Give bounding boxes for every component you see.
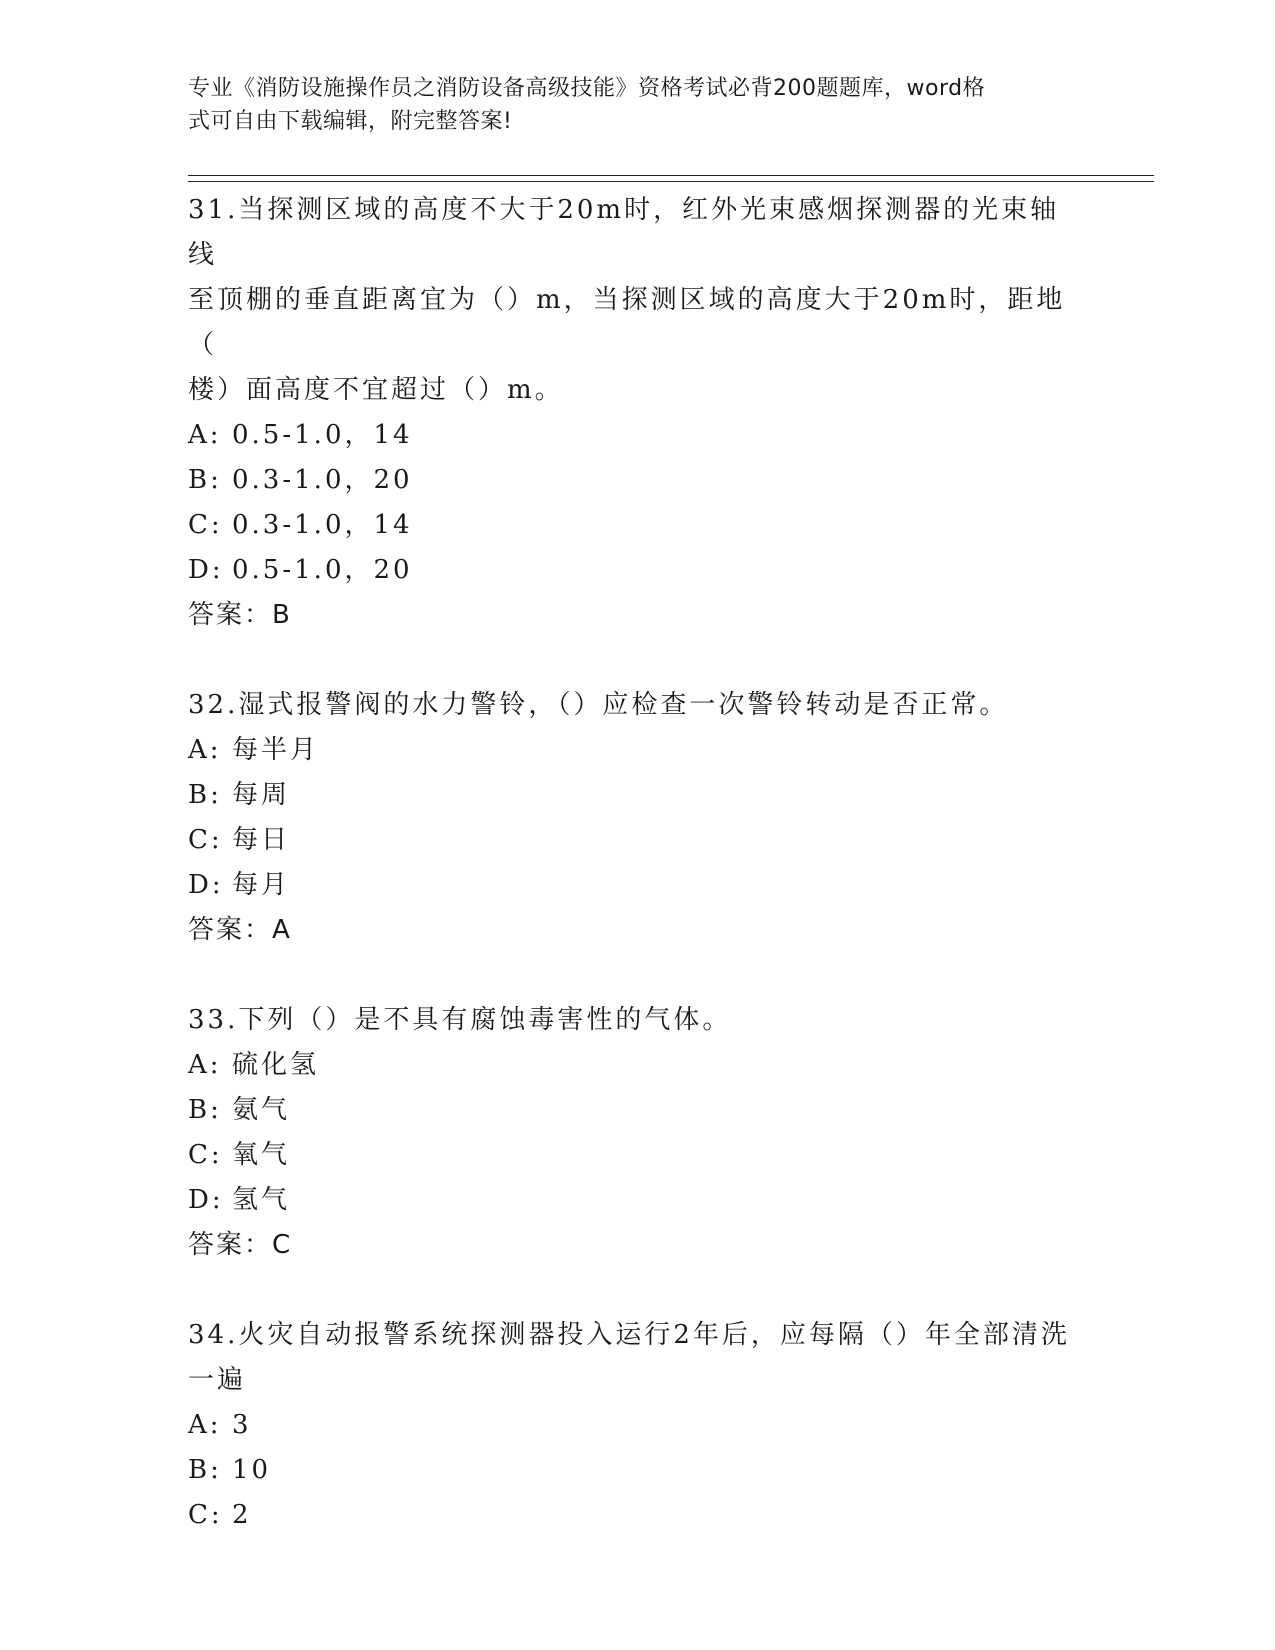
header-line-1: 专业《消防设施操作员之消防设备高级技能》资格考试必背200题题库，word格 — [188, 76, 986, 101]
option-a — [188, 728, 1078, 773]
header-line-2: 式可自由下载编辑，附完整答案! — [188, 109, 513, 134]
option-a — [188, 1403, 1078, 1448]
answer-line: 答案：C — [188, 1230, 293, 1260]
option-label: A: — [188, 1050, 222, 1080]
question-spacer — [188, 638, 1078, 683]
option-label: A: — [188, 1410, 222, 1440]
option-text: 0.5-1.0，20 — [232, 555, 413, 585]
option-d — [188, 863, 1078, 908]
option-text: 硫化氢 — [232, 1050, 320, 1080]
option-text: 0.5-1.0，14 — [232, 420, 413, 450]
option-b — [188, 773, 1078, 818]
option-label: D: — [188, 1185, 224, 1215]
question-stem-line: 一遍 — [188, 1365, 247, 1395]
question-stem — [188, 188, 1078, 413]
header-divider-top — [188, 175, 1154, 176]
option-label: C: — [188, 510, 223, 540]
question-stem-line: 31.当探测区域的高度不大于20m时，红外光束感烟探测器的光束轴线 — [188, 195, 1060, 270]
question-block — [188, 1313, 1078, 1538]
option-label: D: — [188, 870, 224, 900]
option-label: D: — [188, 555, 224, 585]
question-stem-line: 楼）面高度不宜超过（）m。 — [188, 375, 564, 405]
question-stem — [188, 683, 1078, 728]
option-text: 氨气 — [232, 1095, 291, 1125]
option-c — [188, 503, 1078, 548]
option-b — [188, 458, 1078, 503]
question-spacer — [188, 953, 1078, 998]
option-text: 每半月 — [232, 735, 320, 765]
option-text: 0.3-1.0，20 — [232, 465, 413, 495]
option-label: C: — [188, 1140, 223, 1170]
option-b — [188, 1448, 1078, 1493]
option-a — [188, 413, 1078, 458]
option-label: C: — [188, 825, 223, 855]
question-block — [188, 683, 1078, 953]
question-stem-line: 33.下列（）是不具有腐蚀毒害性的气体。 — [188, 1005, 732, 1035]
option-text: 氢气 — [232, 1185, 291, 1215]
option-label: C: — [188, 1500, 223, 1530]
option-text: 10 — [232, 1455, 272, 1485]
question-stem-line: 34.火灾自动报警系统探测器投入运行2年后，应每隔（）年全部清洗 — [188, 1320, 1070, 1350]
option-text: 3 — [232, 1410, 252, 1440]
option-label: B: — [188, 1095, 222, 1125]
question-block — [188, 998, 1078, 1268]
option-label: B: — [188, 780, 222, 810]
option-b — [188, 1088, 1078, 1133]
question-spacer — [188, 1268, 1078, 1313]
header-divider-bottom — [188, 181, 1154, 182]
option-text: 每周 — [232, 780, 291, 810]
option-text: 氧气 — [232, 1140, 291, 1170]
option-d — [188, 548, 1078, 593]
question-block — [188, 188, 1078, 638]
option-label: A: — [188, 420, 222, 450]
option-c — [188, 1493, 1078, 1538]
option-label: B: — [188, 1455, 222, 1485]
option-label: A: — [188, 735, 222, 765]
question-stem-line: 至顶棚的垂直距离宜为（）m，当探测区域的高度大于20m时，距地（ — [188, 285, 1066, 360]
question-stem — [188, 998, 1078, 1043]
option-text: 2 — [232, 1500, 252, 1530]
answer-line: 答案：A — [188, 915, 292, 945]
option-text: 0.3-1.0，14 — [232, 510, 413, 540]
question-stem — [188, 1313, 1078, 1403]
option-c — [188, 1133, 1078, 1178]
option-text: 每日 — [232, 825, 291, 855]
document-header — [188, 72, 1068, 138]
option-text: 每月 — [232, 870, 291, 900]
option-a — [188, 1043, 1078, 1088]
question-stem-line: 32.湿式报警阀的水力警铃，（）应检查一次警铃转动是否正常。 — [188, 690, 1009, 720]
option-d — [188, 1178, 1078, 1223]
option-c — [188, 818, 1078, 863]
option-label: B: — [188, 465, 222, 495]
answer-line: 答案：B — [188, 600, 292, 630]
question-list — [188, 188, 1078, 1538]
